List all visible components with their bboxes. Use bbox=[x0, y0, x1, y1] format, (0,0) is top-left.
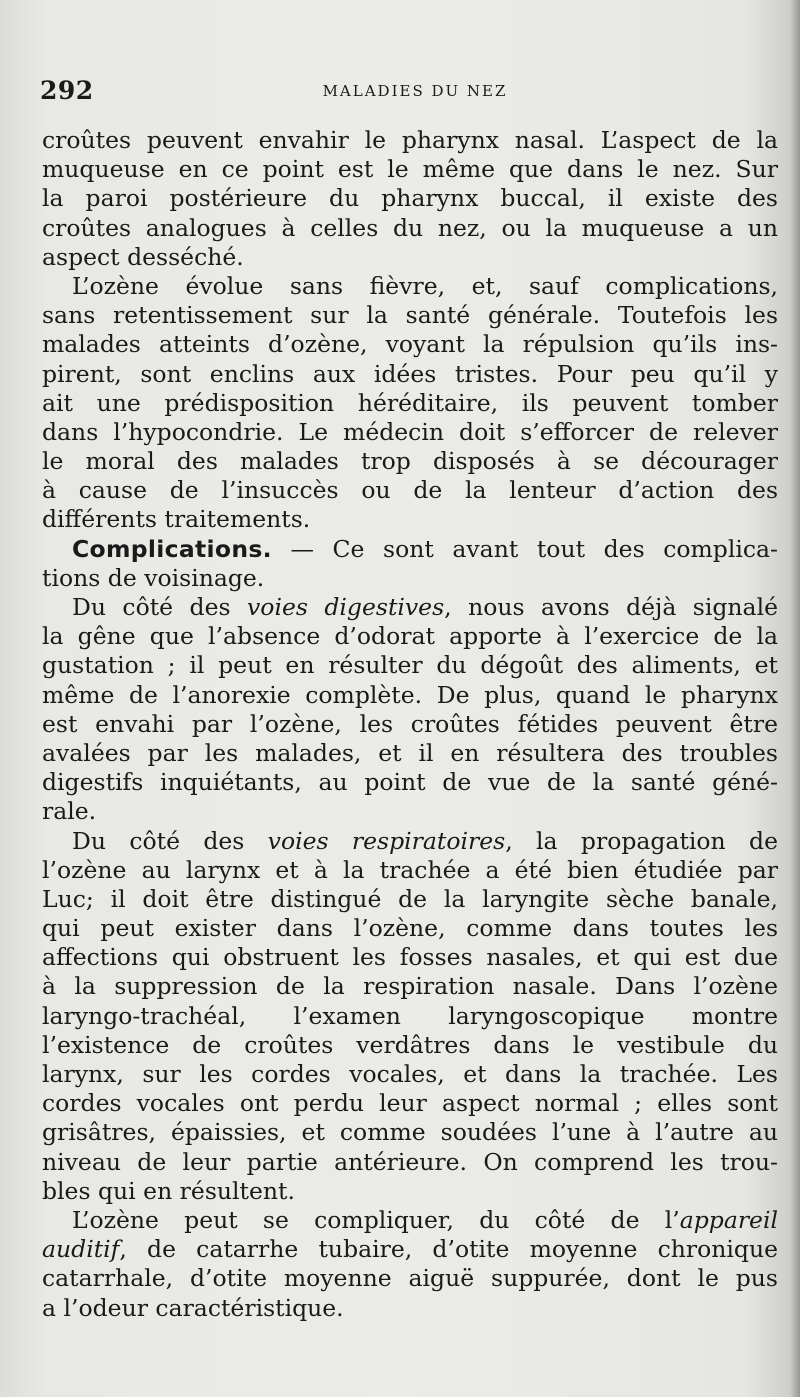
text-line bbox=[42, 593, 778, 622]
text-line: muqueuse en ce point est le même que dans le nez. Sur bbox=[42, 155, 778, 184]
text-line: affections qui obstruent les fosses nasales, et qui est due bbox=[42, 943, 778, 972]
text-line: laryngo-trachéal, l’examen laryngoscopique montre bbox=[42, 1001, 778, 1030]
text-line: à cause de l’insuccès ou de la lenteur d’action des bbox=[42, 476, 778, 505]
text-line: cordes vocales ont perdu leur aspect normal ; elles sont bbox=[42, 1089, 778, 1118]
text-line: l’ozène au larynx et à la trachée a été bien étudiée par bbox=[42, 855, 778, 884]
text-line: qui peut exister dans l’ozène, comme dans toutes les bbox=[42, 914, 778, 943]
text-line: à la suppression de la respiration nasale. Dans l’ozène bbox=[42, 972, 778, 1001]
text-line: larynx, sur les cordes vocales, et dans la trachée. Les bbox=[42, 1060, 778, 1088]
text-run: L’ozène peut se compliquer, du côté de l’ bbox=[72, 1205, 680, 1234]
body-text bbox=[42, 126, 778, 1323]
italic-run: voies digestives bbox=[247, 593, 445, 621]
text-line: a l’odeur caractéristique. bbox=[42, 1293, 344, 1322]
text-line: rale. bbox=[42, 797, 97, 826]
text-line bbox=[42, 1206, 778, 1235]
running-head: MALADIES DU NEZ bbox=[322, 82, 508, 100]
text-line: croûtes analogues à celles du nez, ou la muqueuse a un bbox=[42, 213, 778, 242]
text-line: sans retentissement sur la santé générale. Toutefois les bbox=[42, 301, 778, 330]
page-header bbox=[40, 76, 770, 106]
italic-run: voies respiratoires bbox=[267, 826, 506, 855]
text-line: même de l’anorexie complète. De plus, quand le pharynx bbox=[42, 680, 778, 709]
text-run: Du côté des bbox=[72, 593, 248, 621]
text-run: — Ce sont avant tout des complica- bbox=[271, 534, 778, 563]
text-line: pirent, sont enclins aux idées tristes. Pour peu qu’il y bbox=[42, 359, 778, 388]
text-line bbox=[42, 1235, 778, 1264]
text-line bbox=[42, 827, 778, 856]
text-line: différents traitements. bbox=[42, 505, 311, 534]
text-line: L’ozène évolue sans fièvre, et, sauf complications, bbox=[72, 271, 778, 300]
text-line: dans l’hypocondrie. Le médecin doit s’efforcer de relever bbox=[42, 417, 778, 446]
text-line: catarrhale, d’otite moyenne aiguë suppurée, dont le pus bbox=[42, 1264, 778, 1293]
text-line: malades atteints d’ozène, voyant la répulsion qu’ils ins- bbox=[42, 330, 778, 359]
text-line: la paroi postérieure du pharynx buccal, il existe des bbox=[42, 184, 778, 213]
paragraph bbox=[42, 1206, 778, 1323]
text-line: aspect desséché. bbox=[42, 242, 244, 271]
text-line: digestifs inquiétants, au point de vue de la santé géné- bbox=[42, 768, 778, 797]
text-line: bles qui en résultent. bbox=[42, 1176, 295, 1205]
text-line: ait une prédisposition héréditaire, ils peuvent tomber bbox=[42, 388, 778, 417]
text-run: , nous avons déjà signalé bbox=[444, 593, 778, 621]
paragraph bbox=[42, 593, 778, 827]
text-line: tions de voisinage. bbox=[42, 563, 265, 592]
text-line: grisâtres, épaissies, et comme soudées l’une à l’autre au bbox=[42, 1118, 778, 1147]
text-line bbox=[42, 535, 778, 564]
section-heading: Complications. bbox=[72, 534, 272, 563]
text-line: gustation ; il peut en résulter du dégoût des aliments, et bbox=[42, 651, 778, 680]
text-line: croûtes peuvent envahir le pharynx nasal. L’aspect de la bbox=[42, 126, 778, 154]
paragraph bbox=[42, 126, 778, 272]
paragraph bbox=[42, 272, 778, 535]
paragraph bbox=[42, 535, 778, 593]
italic-run: appareil bbox=[679, 1205, 778, 1234]
text-run: , la propagation de bbox=[505, 826, 778, 855]
text-line: niveau de leur partie antérieure. On comprend les trou- bbox=[42, 1147, 778, 1176]
text-run: Du côté des bbox=[72, 826, 268, 855]
text-line: l’existence de croûtes verdâtres dans le vestibule du bbox=[42, 1030, 778, 1059]
text-line: Luc; il doit être distingué de la laryngite sèche banale, bbox=[42, 884, 778, 913]
text-line: est envahi par l’ozène, les croûtes fétides peuvent être bbox=[42, 709, 778, 738]
page-number: 292 bbox=[40, 76, 94, 105]
italic-run: auditif bbox=[42, 1235, 120, 1264]
text-line: le moral des malades trop disposés à se décourager bbox=[42, 447, 778, 476]
text-line: avalées par les malades, et il en résultera des troubles bbox=[42, 738, 778, 767]
text-line: la gêne que l’absence d’odorat apporte à l’exercice de la bbox=[42, 622, 778, 651]
paragraph bbox=[42, 827, 778, 1206]
text-run: , de catarrhe tubaire, d’otite moyenne chronique bbox=[119, 1235, 778, 1264]
